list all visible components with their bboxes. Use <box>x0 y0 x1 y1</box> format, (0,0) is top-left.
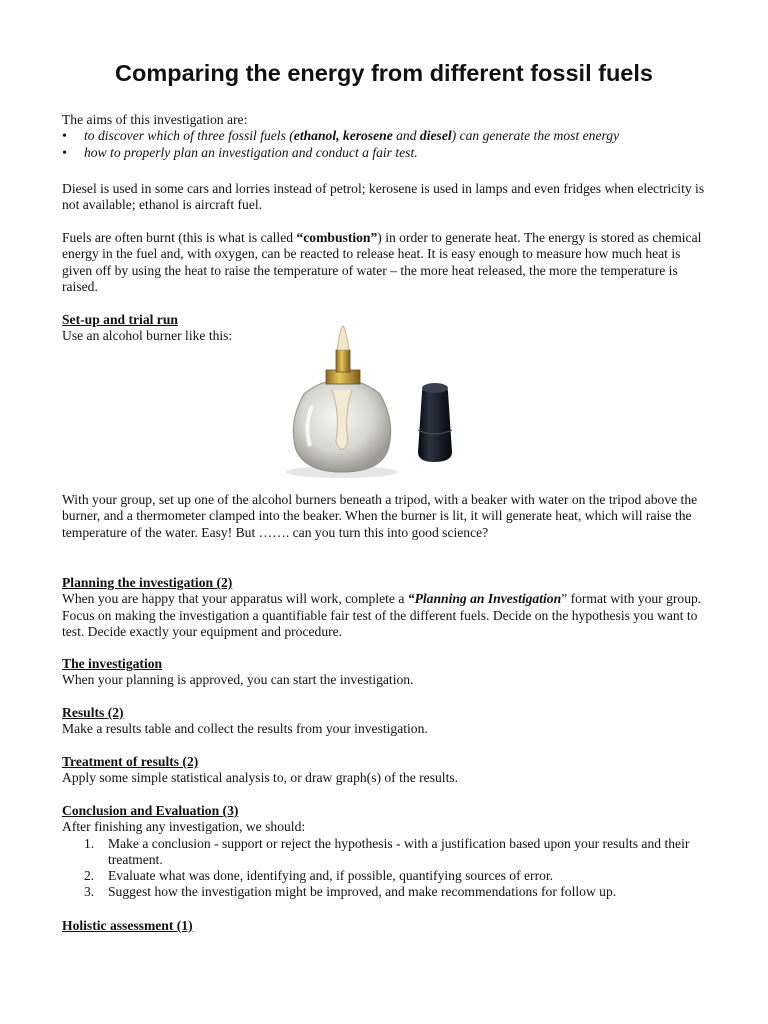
results-text: Make a results table and collect the results from your investigation. <box>62 721 428 737</box>
page-title: Comparing the energy from different fossil fuels <box>115 60 653 86</box>
results-heading: Results (2) <box>62 705 124 720</box>
results-section <box>62 705 712 738</box>
holistic-heading: Holistic assessment (1) <box>62 918 193 933</box>
planning-paragraph: When you are happy that your apparatus will work, complete a “Planning an Investigation” format with your group. Focus on making the investigation a quantifiable fair test of the different fuels. Decide on the hypothesis you want to test. Decide exactly your equipment and procedure. <box>62 591 702 639</box>
conclusion-section <box>62 803 712 901</box>
conclusion-item: 2. Evaluate what was done, identifying and, if possible, quantifying sources of error. <box>84 868 554 884</box>
conclusion-list <box>62 836 712 901</box>
alcohol-burner-image <box>282 322 472 480</box>
conclusion-heading: Conclusion and Evaluation (3) <box>62 803 239 818</box>
cap-top <box>422 383 448 393</box>
wick-holder <box>336 350 350 372</box>
fuels-paragraph: Fuels are often burnt (this is what is called “combustion”) in order to generate heat. The energy is stored as chemical energy in the fuel and, with oxygen, can be reacted to release heat. It is easy enough to measure how much heat is given off by using the heat to raise the temperature of water – the more heat released, the more the temperature is raised. <box>62 230 702 294</box>
setup-paragraph: With your group, set up one of the alcohol burners beneath a tripod, with a beaker with water on the tripod above the burner, and a thermometer clamped into the beaker. When the burner is lit, it will generate heat, which will raise the temperature of the water. Easy! But ……. can you turn this into good science? <box>62 492 698 540</box>
aims-section <box>62 112 712 161</box>
setup-heading: Set-up and trial run <box>62 312 178 327</box>
aims-list <box>62 128 712 161</box>
investigation-section <box>62 656 712 689</box>
conclusion-intro: After finishing any investigation, we should: <box>62 819 306 835</box>
aims-item: • to discover which of three fossil fuels (ethanol, kerosene and diesel) can generate the most energy <box>62 128 712 144</box>
holistic-section <box>62 918 712 934</box>
treatment-text: Apply some simple statistical analysis to, or draw graph(s) of the results. <box>62 770 459 786</box>
setup-line: Use an alcohol burner like this: <box>62 328 233 344</box>
conclusion-item: 1. Make a conclusion - support or reject the hypothesis - with a justification based upon your results and their treatment. <box>84 835 690 867</box>
treatment-section <box>62 754 712 787</box>
conclusion-item: 3. Suggest how the investigation might be improved, and make recommendations for follow up. <box>84 884 617 900</box>
burner-cap <box>418 384 452 462</box>
aims-intro: The aims of this investigation are: <box>62 112 248 127</box>
treatment-heading: Treatment of results (2) <box>62 754 199 769</box>
wick-tip <box>337 326 349 350</box>
diesel-paragraph: Diesel is used in some cars and lorries instead of petrol; kerosene is used in lamps and even fridges when electricity is not available; ethanol is aircraft fuel. <box>62 181 705 213</box>
planning-heading: Planning the investigation (2) <box>62 575 233 590</box>
investigation-text: When your planning is approved, you can start the investigation. <box>62 672 414 688</box>
aims-item: • how to properly plan an investigation and conduct a fair test. <box>62 145 712 161</box>
investigation-heading: The investigation <box>62 656 163 671</box>
planning-section <box>62 575 712 640</box>
